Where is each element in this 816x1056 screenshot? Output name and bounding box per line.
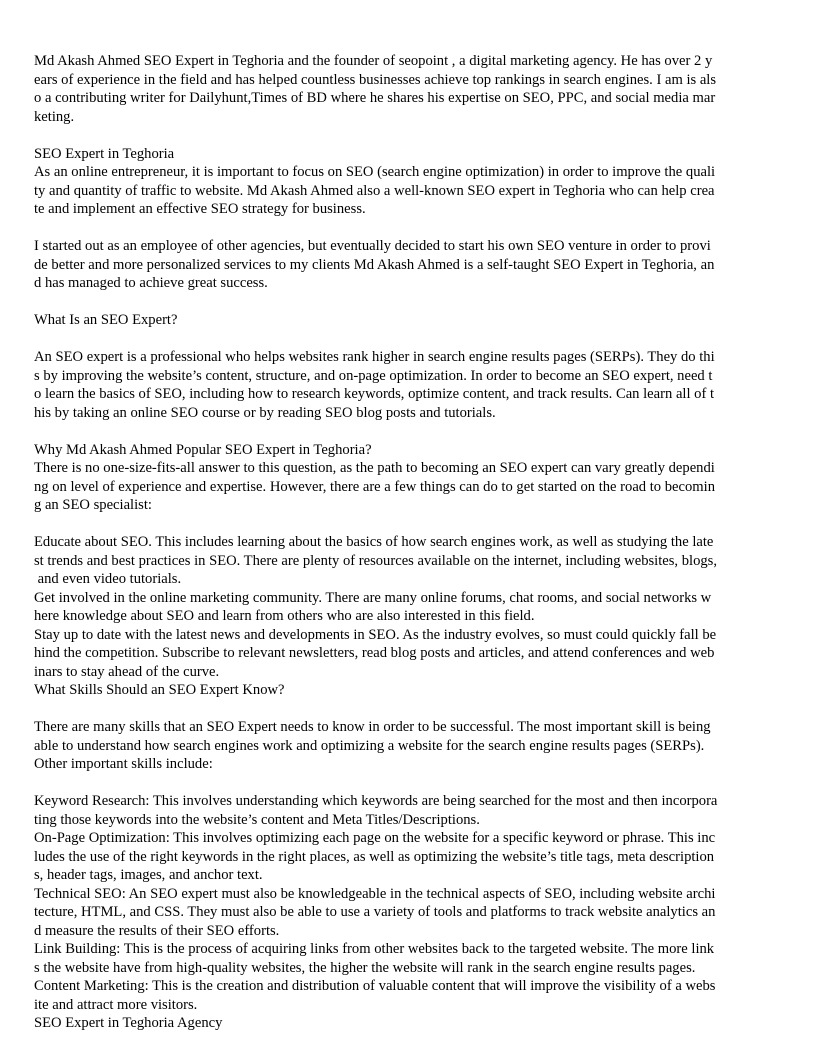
text-line: his by taking an online SEO course or by reading SEO blog posts and tutorials. xyxy=(34,404,496,421)
text-line: s the website have from high-quality websites, the higher the website will rank in the search engine results pages. xyxy=(34,959,696,976)
paragraph-gap xyxy=(34,774,784,793)
text-line: inars to stay ahead of the curve. xyxy=(34,663,220,680)
paragraph xyxy=(34,145,784,219)
paragraph-gap xyxy=(34,330,784,349)
text-line: g an SEO specialist: xyxy=(34,497,152,513)
text-line: Stay up to date with the latest news and developments in SEO. As the industry evolves, so must could quickly fall be xyxy=(34,626,717,643)
text-line: Other important skills include: xyxy=(34,756,213,772)
text-line: Technical SEO: An SEO expert must also be knowledgeable in the technical aspects of SEO, including website archi xyxy=(34,885,716,902)
text-line: Keyword Research: This involves understanding which keywords are being searched for the most and then incorpora xyxy=(34,793,718,809)
paragraph xyxy=(34,441,784,515)
paragraph-gap xyxy=(34,219,784,238)
paragraph xyxy=(34,52,784,126)
text-line: I started out as an employee of other agencies, but eventually decided to start his own SEO venture in order to provi xyxy=(34,238,711,254)
text-line: ite and attract more visitors. xyxy=(34,996,198,1013)
text-line: d has managed to achieve great success. xyxy=(34,275,268,291)
text-line: ng on level of experience and expertise. However, there are a few things can do to get started on the road to becomin xyxy=(34,478,716,495)
text-line: able to understand how search engines work and optimizing a website for the search engine results pages (SERPs). xyxy=(34,737,705,754)
text-line: An SEO expert is a professional who helps websites rank higher in search engine results pages (SERPs). They do thi xyxy=(34,349,715,365)
text-line: SEO Expert in Teghoria Agency xyxy=(34,1015,223,1031)
text-line: ting those keywords into the website’s content and Meta Titles/Descriptions. xyxy=(34,811,480,828)
paragraph-gap xyxy=(34,126,784,145)
text-line: As an online entrepreneur, it is important to focus on SEO (search engine optimization) in order to improve the quali xyxy=(34,164,716,180)
text-line: ludes the use of the right keywords in the right places, as well as optimizing the website’s title tags, meta description xyxy=(34,848,715,865)
paragraph-gap xyxy=(34,515,784,534)
paragraph xyxy=(34,237,784,293)
text-line: Link Building: This is the process of acquiring links from other websites back to the targeted website. The more link xyxy=(34,941,715,957)
text-line: Educate about SEO. This includes learning about the basics of how search engines work, as well as studying the late xyxy=(34,534,714,550)
text-line: ears of experience in the field and has helped countless businesses achieve top rankings in search engines. I am is als xyxy=(34,71,717,88)
text-line: hind the competition. Subscribe to relevant newsletters, read blog posts and articles, and attend conferences and web xyxy=(34,645,715,661)
text-line: d measure the results of their SEO efforts. xyxy=(34,922,280,939)
text-line: There are many skills that an SEO Expert needs to know in order to be successful. The most important skill is being xyxy=(34,719,711,735)
text-line: tecture, HTML, and CSS. They must also be able to use a variety of tools and platforms to track website analytics an xyxy=(34,904,716,920)
text-line: keting. xyxy=(34,108,75,125)
document-body xyxy=(34,52,784,1033)
text-line: What Skills Should an SEO Expert Know? xyxy=(34,682,285,698)
paragraph xyxy=(34,311,784,330)
text-line: te and implement an effective SEO strategy for business. xyxy=(34,201,366,217)
text-line: ty and quantity of traffic to website. Md Akash Ahmed also a well-known SEO expert in Teghoria who can help crea xyxy=(34,182,715,199)
text-line: de better and more personalized services to my clients Md Akash Ahmed is a self-taught SEO Expert in Teghoria, an xyxy=(34,256,715,273)
text-line: o learn the basics of SEO, including how to research keywords, optimize content, and track results. Can learn all of t xyxy=(34,386,715,402)
text-line: s by improving the website’s content, structure, and on-page optimization. In order to become an SEO expert, need t xyxy=(34,367,713,384)
text-line: What Is an SEO Expert? xyxy=(34,312,178,328)
paragraph xyxy=(34,533,784,700)
text-line: Why Md Akash Ahmed Popular SEO Expert in Teghoria? xyxy=(34,441,372,458)
text-line: There is no one-size-fits-all answer to this question, as the path to becoming an SEO expert can vary greatly dependi xyxy=(34,460,715,476)
text-line: and even video tutorials. xyxy=(34,571,182,587)
text-line: Md Akash Ahmed SEO Expert in Teghoria and the founder of seopoint , a digital marketing agency. He has over 2 y xyxy=(34,53,713,69)
text-line: On-Page Optimization: This involves optimizing each page on the website for a specific keyword or phrase. This inc xyxy=(34,830,716,846)
text-line: o a contributing writer for Dailyhunt,Times of BD where he shares his expertise on SEO, PPC, and social media mar xyxy=(34,90,716,106)
paragraph xyxy=(34,348,784,422)
paragraph-gap xyxy=(34,293,784,312)
text-line: s, header tags, images, and anchor text. xyxy=(34,867,263,883)
text-line: Get involved in the online marketing community. There are many online forums, chat rooms, and social networks w xyxy=(34,589,712,606)
paragraph-gap xyxy=(34,422,784,441)
text-line: SEO Expert in Teghoria xyxy=(34,145,175,162)
paragraph xyxy=(34,718,784,774)
text-line: st trends and best practices in SEO. There are plenty of resources available on the internet, including websites, blogs, xyxy=(34,552,718,569)
paragraph xyxy=(34,792,784,1033)
paragraph-gap xyxy=(34,700,784,719)
text-line: here knowledge about SEO and learn from others who are also interested in this field. xyxy=(34,608,535,624)
text-line: Content Marketing: This is the creation and distribution of valuable content that will improve the visibility of a webs xyxy=(34,978,716,994)
